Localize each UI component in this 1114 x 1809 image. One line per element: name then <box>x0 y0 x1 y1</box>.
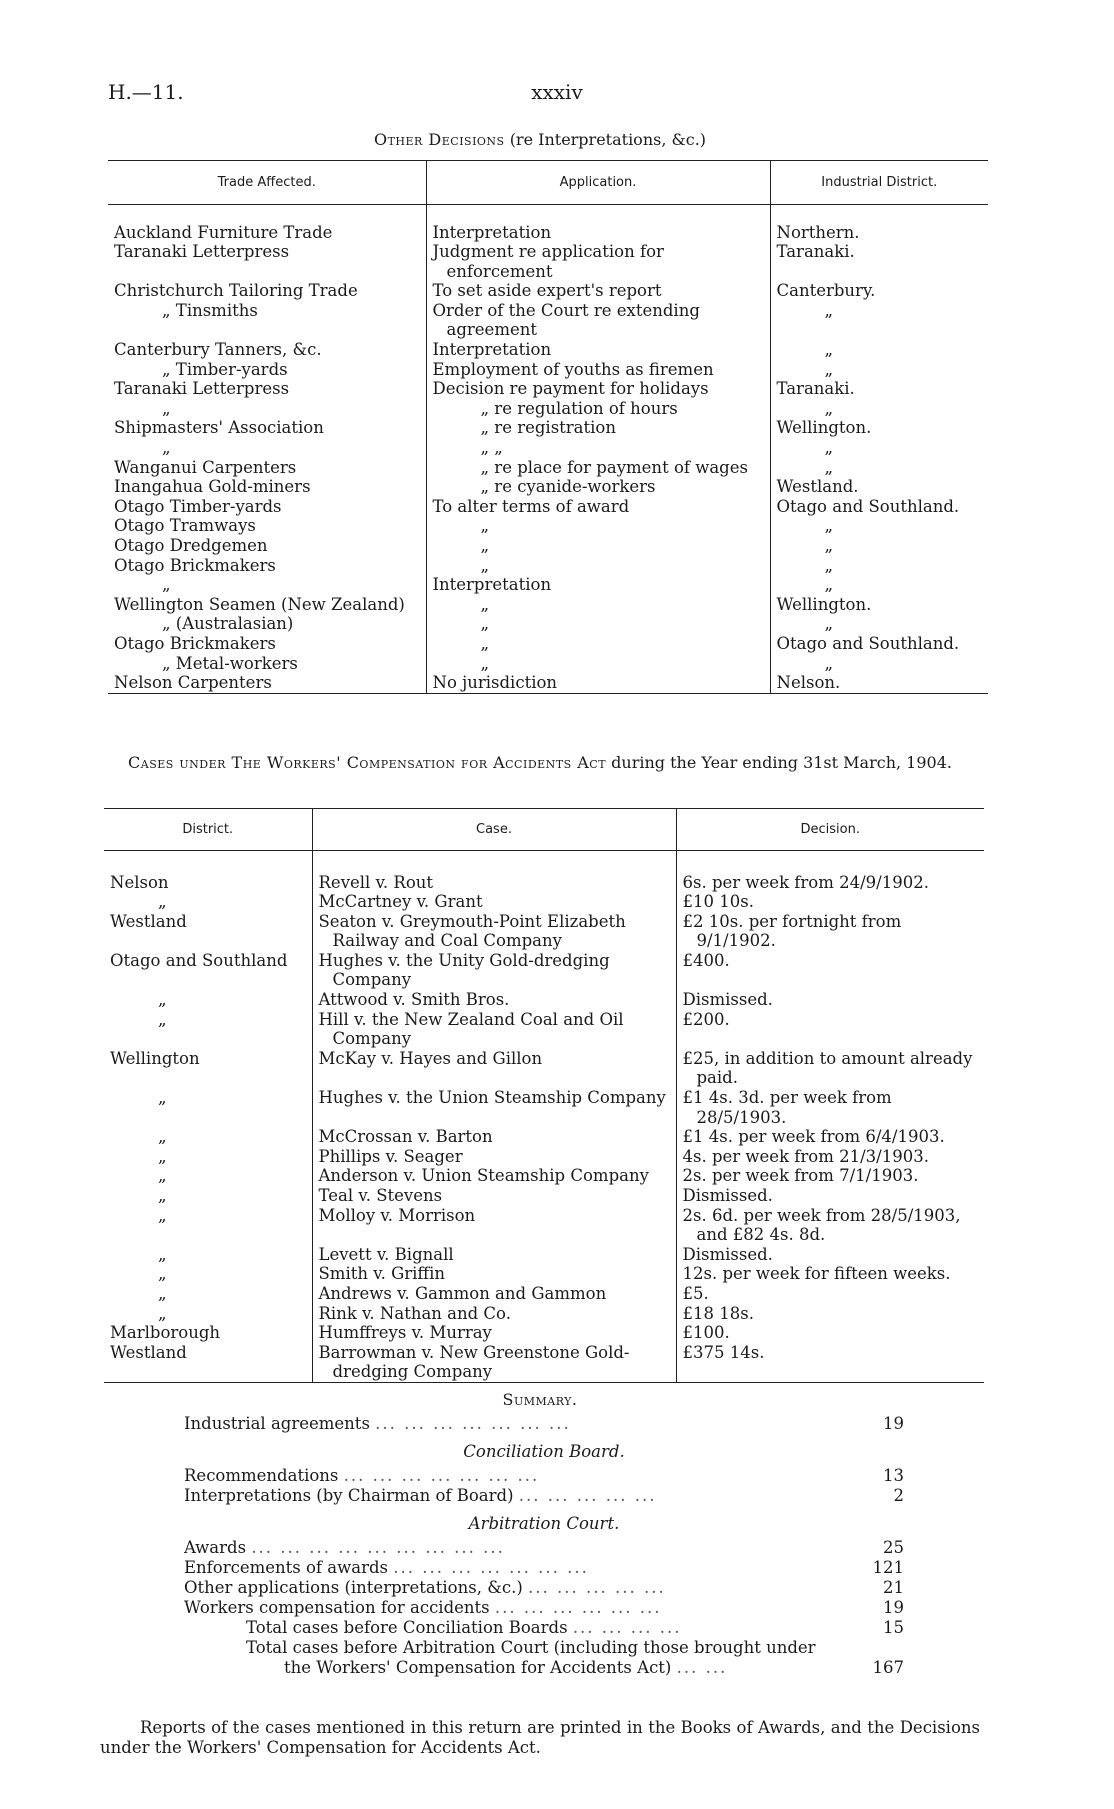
decision-cell: 2s. per week from 7/1/1903. <box>676 1166 984 1186</box>
decision-cell: £400. <box>676 951 984 990</box>
decision-row <box>108 223 988 243</box>
decision-cell: £1 4s. per week from 6/4/1903. <box>676 1127 984 1147</box>
summary-recommendations: Recommendations ... ... ... ... ... ... ... 13 <box>184 1466 904 1485</box>
case-row <box>104 1304 984 1324</box>
district-cell: Otago and Southland. <box>770 634 988 654</box>
application-cell: Interpretation <box>426 575 770 595</box>
trade-cell: Wanganui Carpenters <box>114 457 297 477</box>
decision-cell: £2 10s. per fortnight from 9/1/1902. <box>676 912 984 951</box>
decision-row <box>108 595 988 615</box>
trade-cell: „ (Australasian) <box>162 614 294 634</box>
decision-cell: Dismissed. <box>676 1245 984 1265</box>
district-cell: Taranaki. <box>770 242 988 281</box>
decision-row <box>108 614 988 634</box>
section-title-other-decisions: Other Decisions (re Interpretations, &c.) <box>373 130 707 149</box>
summary-industrial-agreements: Industrial agreements ... ... ... ... ... ... ... 19 <box>184 1414 904 1433</box>
application-cell: Order of the Court re extending agreement <box>426 301 770 340</box>
case-cell: Rink v. Nathan and Co. <box>312 1304 676 1324</box>
trade-cell: „ Tinsmiths <box>162 300 258 320</box>
decision-row <box>108 438 988 458</box>
case-row <box>104 1049 984 1088</box>
district-cell: Wellington <box>110 1048 200 1068</box>
trade-cell: Shipmasters' Association <box>114 418 324 438</box>
case-cell: Levett v. Bignall <box>312 1245 676 1265</box>
other-decisions-body <box>108 223 988 694</box>
trade-cell: „ Metal-workers <box>162 653 298 673</box>
trade-cell: Otago Brickmakers <box>114 633 276 653</box>
decision-row <box>108 281 988 301</box>
case-row <box>104 1323 984 1343</box>
decision-cell: 4s. per week from 21/3/1903. <box>676 1147 984 1167</box>
district-cell: Canterbury. <box>770 281 988 301</box>
col-header-case: Case. <box>312 809 676 851</box>
summary-workers-compensation: Workers compensation for accidents ... ... ... ... ... ... 19 <box>184 1598 904 1617</box>
case-cell: Andrews v. Gammon and Gammon <box>312 1284 676 1304</box>
trade-cell: Otago Timber-yards <box>114 496 282 516</box>
case-row <box>104 873 984 893</box>
decision-cell: £25, in addition to amount already paid. <box>676 1049 984 1088</box>
decision-cell: 12s. per week for fifteen weeks. <box>676 1264 984 1284</box>
application-cell: „ re regulation of hours <box>426 399 770 419</box>
decision-row <box>108 575 988 595</box>
case-row <box>104 1088 984 1127</box>
application-cell: Judgment re application for enforcement <box>426 242 770 281</box>
case-cell: Teal v. Stevens <box>312 1186 676 1206</box>
summary-awards: Awards ... ... ... ... ... ... ... ... ... 25 <box>184 1538 904 1557</box>
decision-cell: £100. <box>676 1323 984 1343</box>
application-cell: To set aside expert's report <box>426 281 770 301</box>
case-row <box>104 1010 984 1049</box>
district-cell: „ <box>158 1303 167 1323</box>
district-cell: „ <box>770 301 988 340</box>
district-cell: „ <box>770 516 988 536</box>
district-cell: Northern. <box>770 223 988 243</box>
summary-block <box>184 1414 904 1678</box>
case-row <box>104 1186 984 1206</box>
trade-cell: Inangahua Gold-miners <box>114 477 311 497</box>
decision-row <box>108 673 988 693</box>
district-cell: „ <box>770 438 988 458</box>
district-cell: Nelson <box>110 872 169 892</box>
summary-interpretations: Interpretations (by Chairman of Board) ... ... ... ... ... 2 <box>184 1486 904 1505</box>
district-cell: „ <box>158 1283 167 1303</box>
case-cell: Humffreys v. Murray <box>312 1323 676 1343</box>
case-cell: Hughes v. the Union Steamship Company <box>312 1088 676 1127</box>
application-cell: To alter terms of award <box>426 497 770 517</box>
district-cell: Westland <box>110 911 187 931</box>
decision-row <box>108 418 988 438</box>
case-row <box>104 1206 984 1245</box>
col-header-trade: Trade Affected. <box>108 161 426 205</box>
decision-cell: 6s. per week from 24/9/1902. <box>676 873 984 893</box>
application-cell: „ <box>426 634 770 654</box>
summary-total-arbitration-line1: Total cases before Arbitration Court (including those brought under <box>246 1638 816 1657</box>
trade-cell: Wellington Seamen (New Zealand) <box>114 594 405 614</box>
district-cell: Marlborough <box>110 1323 221 1343</box>
case-row <box>104 1284 984 1304</box>
district-cell: „ <box>158 1127 167 1147</box>
summary-title: Summary. <box>502 1390 578 1409</box>
conciliation-board-heading: Conciliation Board. <box>463 1442 625 1461</box>
case-cell: Phillips v. Seager <box>312 1147 676 1167</box>
case-cell: Attwood v. Smith Bros. <box>312 990 676 1010</box>
trade-cell: Otago Tramways <box>114 516 256 536</box>
other-decisions-table <box>108 160 988 694</box>
summary-total-arbitration-line2: the Workers' Compensation for Accidents Act) ... ... 167 <box>284 1658 904 1677</box>
col-header-district: District. <box>104 809 312 851</box>
page-header <box>108 80 1006 110</box>
case-row <box>104 1264 984 1284</box>
decision-row <box>108 536 988 556</box>
arbitration-court-heading: Arbitration Court. <box>468 1514 620 1533</box>
case-row <box>104 1245 984 1265</box>
district-cell: „ <box>770 654 988 674</box>
case-row <box>104 1343 984 1383</box>
decision-row <box>108 360 988 380</box>
application-cell: Interpretation <box>426 223 770 243</box>
decision-row <box>108 516 988 536</box>
trade-cell: „ Timber-yards <box>162 359 288 379</box>
district-cell: „ <box>158 1166 167 1186</box>
district-cell: „ <box>158 990 167 1010</box>
decision-cell: £5. <box>676 1284 984 1304</box>
district-cell: „ <box>158 1264 167 1284</box>
summary-other-applications: Other applications (interpretations, &c.) ... ... ... ... ... 21 <box>184 1578 904 1597</box>
decision-cell: Dismissed. <box>676 990 984 1010</box>
district-cell: „ <box>158 1205 167 1225</box>
trade-cell: Nelson Carpenters <box>108 673 426 693</box>
col-header-application: Application. <box>426 161 770 205</box>
case-row <box>104 1166 984 1186</box>
trade-cell: Otago Brickmakers <box>114 555 276 575</box>
decision-row <box>108 497 988 517</box>
district-cell: „ <box>158 1186 167 1205</box>
decision-cell: £18 18s. <box>676 1304 984 1324</box>
decision-cell: £10 10s. <box>676 892 984 912</box>
district-cell: Wellington. <box>770 418 988 438</box>
case-cell: Hill v. the New Zealand Coal and Oil Company <box>312 1010 676 1049</box>
case-row <box>104 951 984 990</box>
workers-compensation-body <box>104 873 984 1383</box>
workers-compensation-table <box>104 808 984 1383</box>
case-cell: McCrossan v. Barton <box>312 1127 676 1147</box>
district-cell: Wellington. <box>770 595 988 615</box>
district-cell: „ <box>770 458 988 478</box>
application-cell: „ re registration <box>426 418 770 438</box>
case-cell: Anderson v. Union Steamship Company <box>312 1166 676 1186</box>
district-cell: Nelson. <box>770 673 988 693</box>
case-row <box>104 990 984 1010</box>
decision-cell: £200. <box>676 1010 984 1049</box>
decision-cell: £1 4s. 3d. per week from 28/5/1903. <box>676 1088 984 1127</box>
page-number: xxxiv <box>531 80 583 104</box>
case-cell: Seaton v. Greymouth-Point Elizabeth Railway and Coal Company <box>312 912 676 951</box>
application-cell: „ <box>426 595 770 615</box>
decision-row <box>108 634 988 654</box>
case-row <box>104 892 984 912</box>
district-cell: „ <box>158 1244 167 1264</box>
trade-cell: Taranaki Letterpress <box>114 242 290 262</box>
case-cell: Molloy v. Morrison <box>312 1206 676 1245</box>
trade-cell: Canterbury Tanners, &c. <box>114 340 322 360</box>
district-cell: „ <box>158 1009 167 1029</box>
case-cell: Barrowman v. New Greenstone Gold-dredging Company <box>312 1343 676 1383</box>
district-cell: „ <box>158 1146 167 1166</box>
case-cell: McKay v. Hayes and Gillon <box>312 1049 676 1088</box>
decision-row <box>108 477 988 497</box>
trade-cell: Taranaki Letterpress <box>114 379 290 399</box>
application-cell: „ <box>426 556 770 576</box>
decision-row <box>108 654 988 674</box>
application-cell: „ <box>426 654 770 674</box>
application-cell: „ <box>426 614 770 634</box>
application-cell: Interpretation <box>426 340 770 360</box>
col-header-district: Industrial District. <box>770 161 988 205</box>
decision-row <box>108 340 988 360</box>
application-cell: No jurisdiction <box>426 673 770 693</box>
application-cell: Decision re payment for holidays <box>426 379 770 399</box>
district-cell: „ <box>770 360 988 380</box>
district-cell: Otago and Southland. <box>770 497 988 517</box>
decision-row <box>108 556 988 576</box>
decision-row <box>108 379 988 399</box>
trade-cell: Otago Dredgemen <box>114 536 268 555</box>
document-reference: H.—11. <box>108 80 184 104</box>
district-cell: Westland. <box>770 477 988 497</box>
footnote: Reports of the cases mentioned in this return are printed in the Books of Awards, and the Decisions under the Workers' Compensation for Accidents Act. <box>100 1718 980 1757</box>
district-cell: „ <box>770 340 988 360</box>
case-row <box>104 1127 984 1147</box>
district-cell: Taranaki. <box>770 379 988 399</box>
district-cell: „ <box>770 556 988 576</box>
application-cell: „ re place for payment of wages <box>426 458 770 478</box>
trade-cell: „ <box>162 438 171 458</box>
application-cell: „ <box>426 536 770 556</box>
case-cell: McCartney v. Grant <box>312 892 676 912</box>
trade-cell: Auckland Furniture Trade <box>114 222 333 242</box>
trade-cell: Christchurch Tailoring Trade <box>114 281 358 301</box>
trade-cell: „ <box>162 398 171 418</box>
district-cell: „ <box>158 892 167 912</box>
application-cell: „ „ <box>426 438 770 458</box>
district-cell: „ <box>158 1088 167 1108</box>
summary-total-conciliation: Total cases before Conciliation Boards ... ... ... ... 15 <box>246 1618 904 1637</box>
decision-row <box>108 242 988 281</box>
case-cell: Smith v. Griffin <box>312 1264 676 1284</box>
decision-row <box>108 399 988 419</box>
case-cell: Hughes v. the Unity Gold-dredging Company <box>312 951 676 990</box>
district-cell: Otago and Southland <box>110 950 288 970</box>
application-cell: Employment of youths as firemen <box>426 360 770 380</box>
application-cell: „ re cyanide-workers <box>426 477 770 497</box>
section-title-workers-compensation: Cases under The Workers' Compensation for Accidents Act during the Year ending 31st March, 1904. <box>128 753 952 772</box>
decision-cell: 2s. 6d. per week from 28/5/1903, and £82 4s. 8d. <box>676 1206 984 1245</box>
district-cell: „ <box>770 399 988 419</box>
case-row <box>104 912 984 951</box>
col-header-decision: Decision. <box>676 809 984 851</box>
decision-row <box>108 458 988 478</box>
decision-row <box>108 301 988 340</box>
case-cell: Revell v. Rout <box>312 873 676 893</box>
district-cell: „ <box>770 614 988 634</box>
district-cell: Westland <box>104 1343 312 1383</box>
trade-cell: „ <box>162 575 171 595</box>
decision-cell: Dismissed. <box>676 1186 984 1206</box>
summary-enforcements: Enforcements of awards ... ... ... ... ... ... ... 121 <box>184 1558 904 1577</box>
application-cell: „ <box>426 516 770 536</box>
district-cell: „ <box>770 575 988 595</box>
case-row <box>104 1147 984 1167</box>
district-cell: „ <box>770 536 988 556</box>
decision-cell: £375 14s. <box>676 1343 984 1383</box>
